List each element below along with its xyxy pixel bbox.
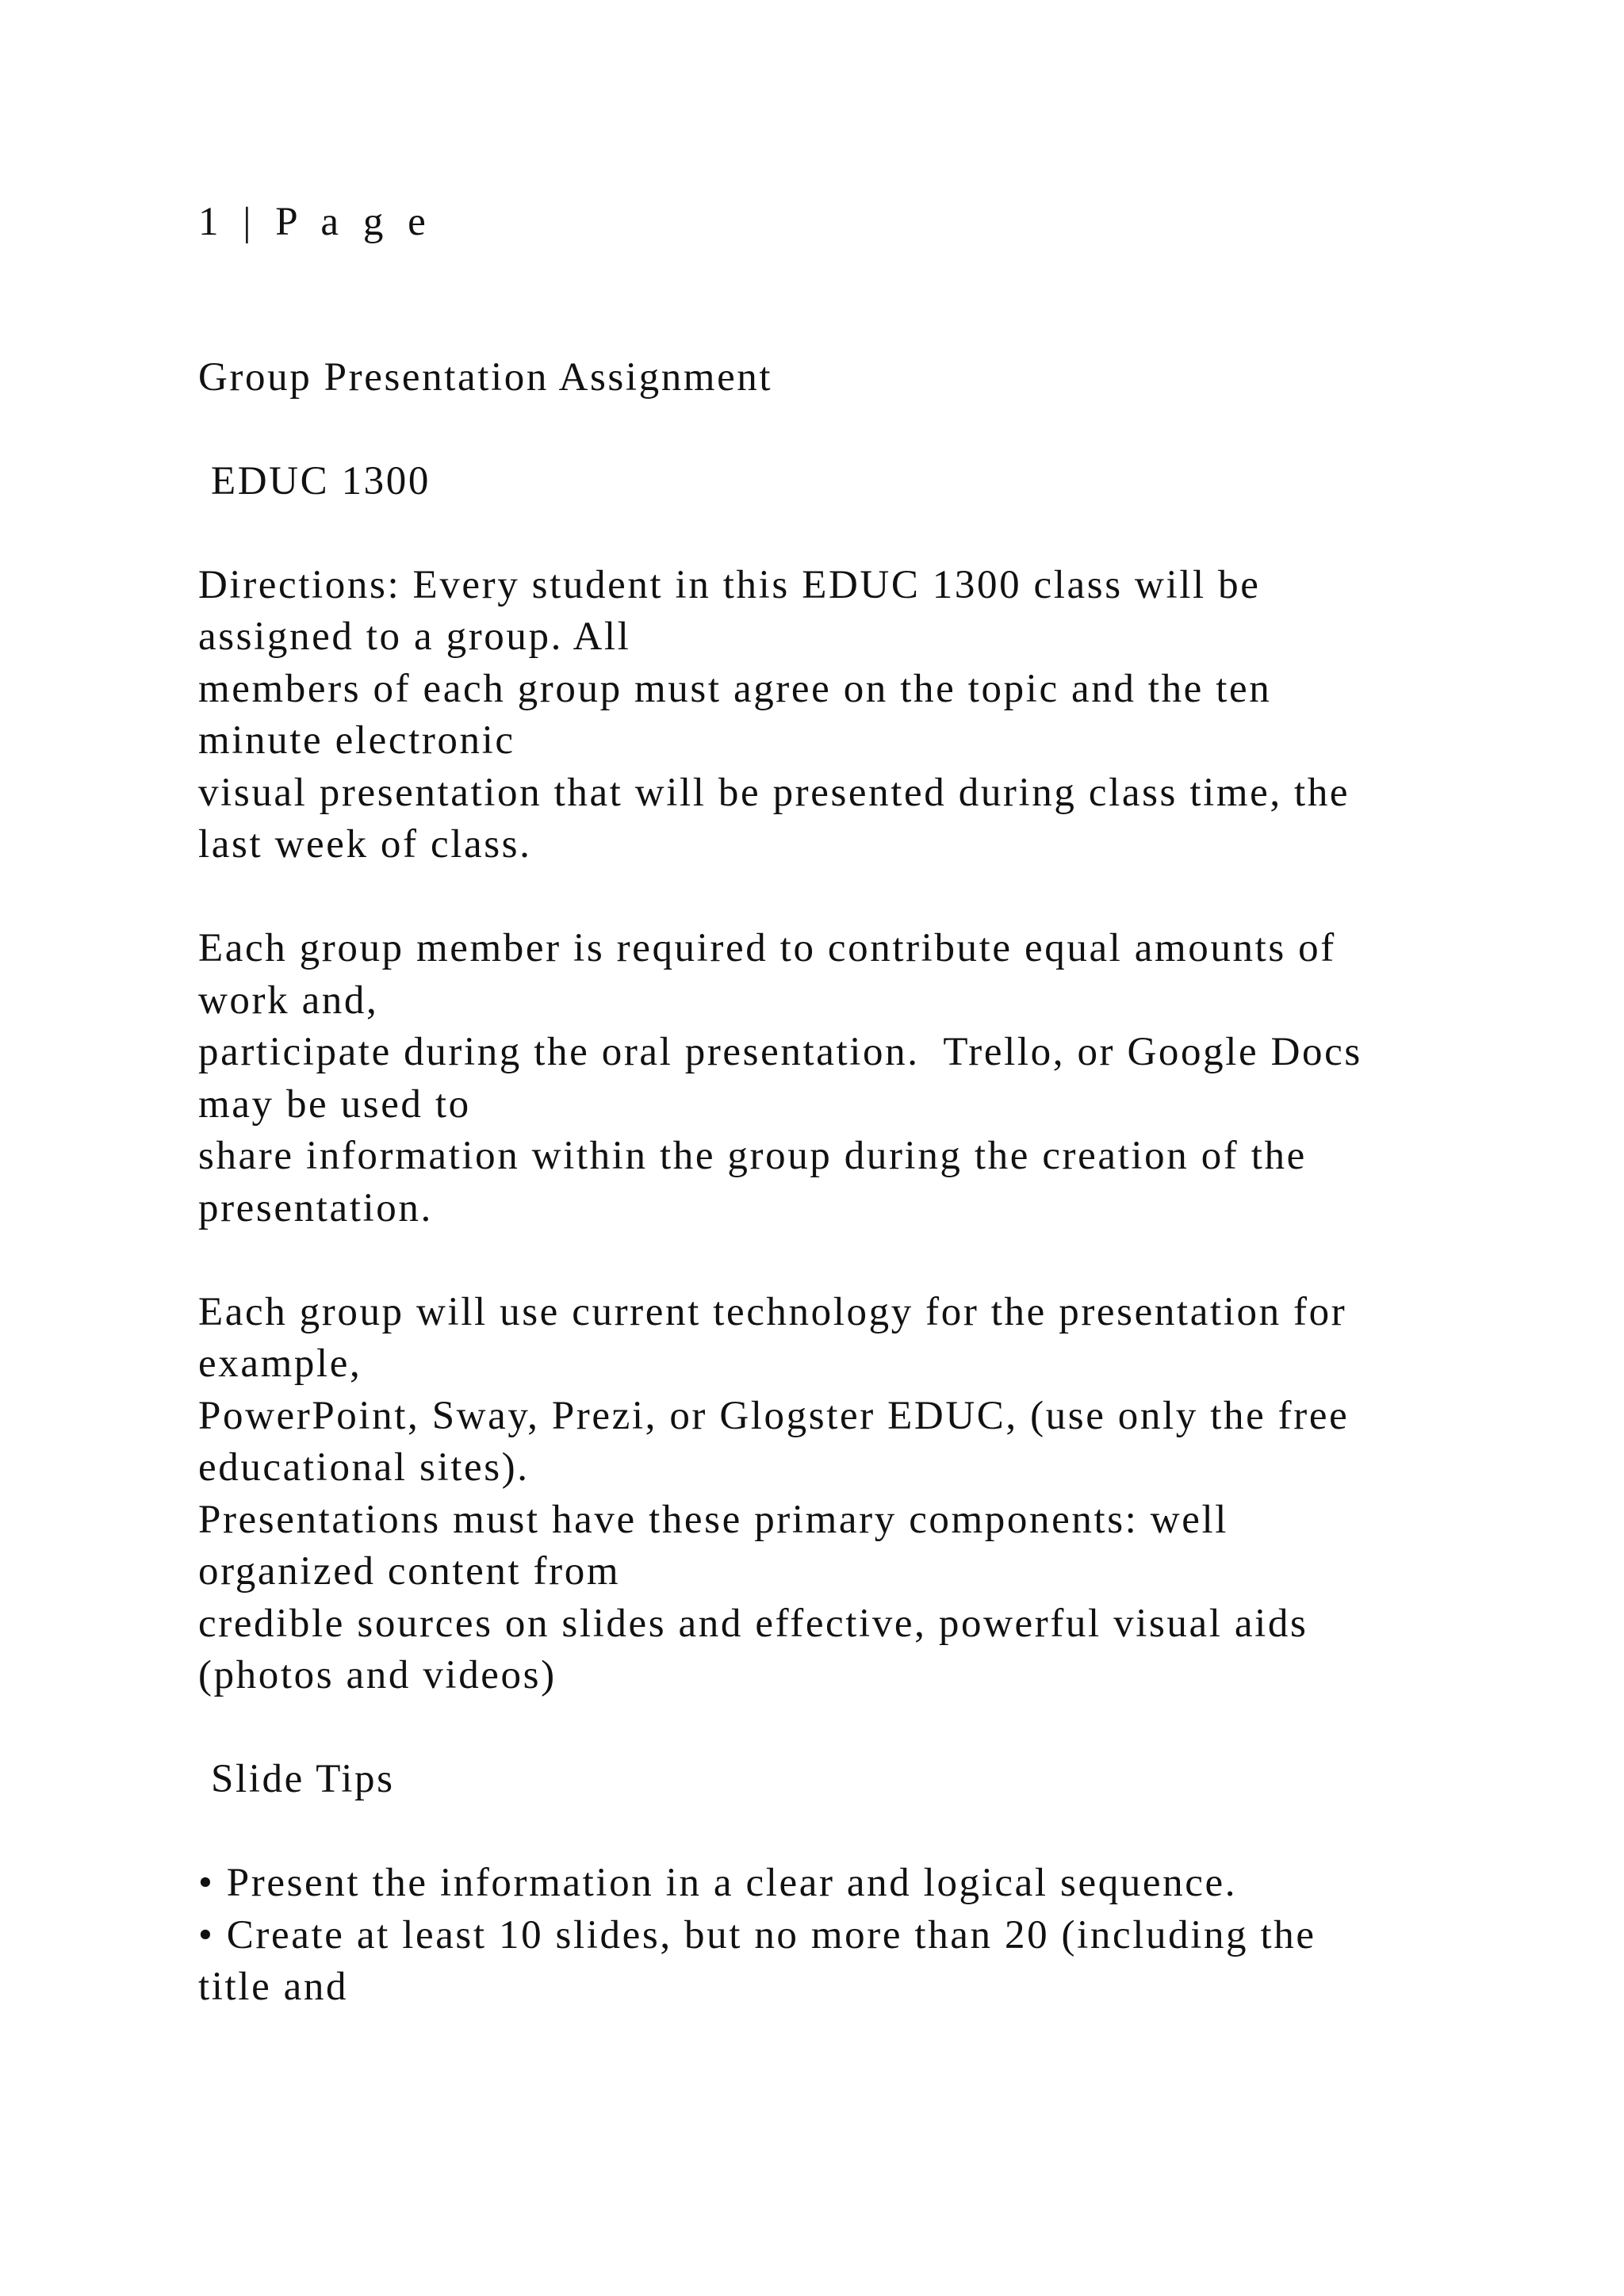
paragraph-line: Directions: Every student in this EDUC 1300 class will be (198, 563, 1261, 607)
paragraph-line: Each group member is required to contribute equal amounts of (198, 926, 1336, 970)
bullet-item: • Create at least 10 slides, but no more than 20 (including the (198, 1913, 1316, 1957)
paragraph-line: may be used to (198, 1082, 471, 1127)
course-code: EDUC 1300 (211, 459, 431, 503)
paragraph-line: last week of class. (198, 822, 532, 867)
paragraph-line: (photos and videos) (198, 1653, 557, 1697)
paragraph-line: minute electronic (198, 718, 515, 763)
paragraph-line: participate during the oral presentation. Trello, or Google Docs (198, 1030, 1362, 1074)
paragraph-line: members of each group must agree on the topic and the ten (198, 667, 1272, 711)
paragraph-line: Presentations must have these primary components: well (198, 1498, 1228, 1542)
paragraph-line: visual presentation that will be presented during class time, the (198, 771, 1350, 815)
paragraph-line: Each group will use current technology for the presentation for (198, 1290, 1347, 1334)
paragraph-line: example, (198, 1341, 362, 1386)
paragraph-line: share information within the group during the creation of the (198, 1134, 1307, 1178)
paragraph-line: educational sites). (198, 1445, 530, 1490)
document-title: Group Presentation Assignment (198, 355, 773, 400)
page-number-header: 1 | P a g e (198, 200, 433, 244)
paragraph-line: presentation. (198, 1186, 433, 1230)
paragraph-line: assigned to a group. All (198, 614, 631, 659)
slide-tips-heading: Slide Tips (211, 1757, 395, 1801)
bullet-item-continuation: title and (198, 1965, 349, 2009)
bullet-item: • Present the information in a clear and logical sequence. (198, 1861, 1238, 1905)
paragraph-line: PowerPoint, Sway, Prezi, or Glogster EDUC, (use only the free (198, 1394, 1350, 1438)
paragraph-line: work and, (198, 978, 379, 1023)
paragraph-line: credible sources on slides and effective, powerful visual aids (198, 1601, 1308, 1646)
paragraph-line: organized content from (198, 1549, 621, 1594)
